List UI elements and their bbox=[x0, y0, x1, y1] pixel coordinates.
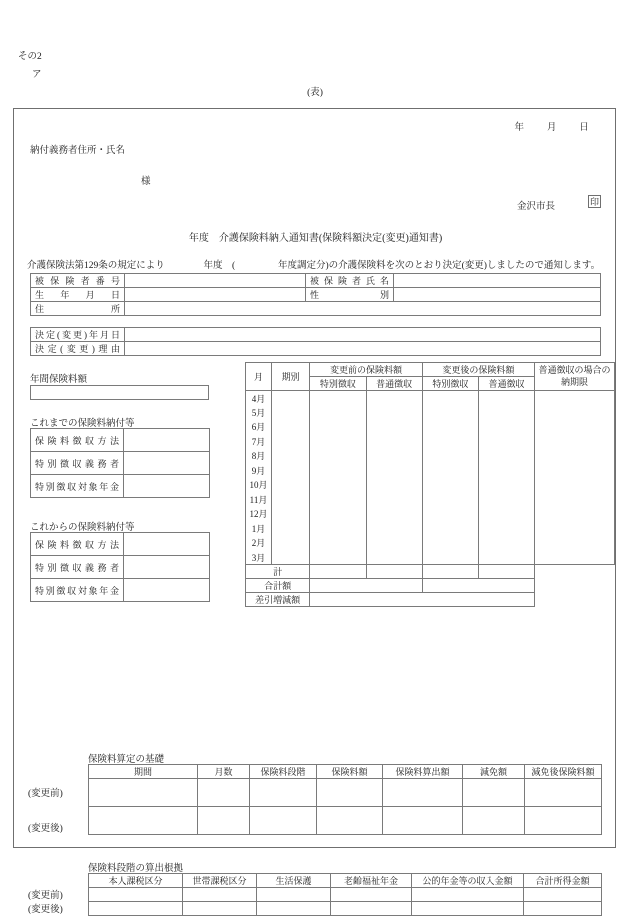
table-row bbox=[246, 391, 615, 406]
future-target-pension-label: 特別徴収対象年金 bbox=[31, 579, 124, 602]
table-row bbox=[31, 475, 210, 498]
basis-after-months-field[interactable] bbox=[198, 807, 250, 835]
grand-total-after-field[interactable] bbox=[422, 579, 534, 593]
section-label: ア bbox=[32, 70, 42, 80]
basis-before-months-field[interactable] bbox=[198, 779, 250, 807]
basis-header-reduction: 減免額 bbox=[463, 765, 525, 779]
year-label: 年 bbox=[514, 123, 524, 133]
past-target-pension-label: 特別徴収対象年金 bbox=[31, 475, 124, 498]
past-payment-table bbox=[30, 428, 210, 498]
basis-before-stage-field[interactable] bbox=[250, 779, 317, 807]
stage-after-welfare-field[interactable] bbox=[257, 902, 331, 916]
annual-premium-field[interactable] bbox=[30, 385, 209, 400]
header-before-special: 特別徴収 bbox=[310, 377, 366, 391]
honorific-label: 様 bbox=[141, 177, 151, 187]
day-label: 日 bbox=[579, 123, 589, 133]
table-header-row bbox=[89, 765, 602, 779]
basis-before-amount-field[interactable] bbox=[317, 779, 383, 807]
header-after-change: 変更後の保険料額 bbox=[422, 363, 534, 377]
stage-section-label: 保険料段階の算出根拠 bbox=[88, 864, 184, 874]
month-cell: 4月 bbox=[246, 391, 272, 406]
future-collection-method-label: 保険料徴収方法 bbox=[31, 533, 124, 556]
seal-icon: 印 bbox=[589, 197, 599, 207]
premium-basis-table bbox=[88, 764, 602, 835]
month-cell: 5月 bbox=[246, 405, 272, 420]
stage-header-personal-tax: 本人課税区分 bbox=[89, 874, 183, 888]
future-target-pension-field[interactable] bbox=[124, 579, 210, 602]
decision-reason-field[interactable] bbox=[125, 342, 601, 356]
basis-before-reduction-field[interactable] bbox=[463, 779, 525, 807]
basis-after-amount-field[interactable] bbox=[317, 807, 383, 835]
difference-label: 差引増減額 bbox=[246, 593, 310, 607]
table-header-row bbox=[89, 874, 602, 888]
table-row bbox=[31, 274, 601, 288]
difference-due-spacer bbox=[535, 593, 615, 607]
future-special-collector-field[interactable] bbox=[124, 556, 210, 579]
address-label: 住所 bbox=[31, 302, 125, 316]
birthdate-label: 生年月日 bbox=[31, 288, 125, 302]
decision-date-label: 決定(変更)年月日 bbox=[31, 328, 125, 342]
header-term: 期別 bbox=[272, 363, 310, 391]
basis-before-label: (変更前) bbox=[28, 789, 63, 799]
insured-number-label: 被保険者番号 bbox=[31, 274, 125, 288]
insured-name-label: 被保険者氏名 bbox=[306, 274, 394, 288]
stage-header-welfare: 生活保護 bbox=[257, 874, 331, 888]
page-title: 年度 介護保険料納入通知書(保険料額決定(変更)通知書) bbox=[188, 233, 443, 244]
basis-header-calculated: 保険料算出額 bbox=[383, 765, 463, 779]
month-cell: 11月 bbox=[246, 492, 272, 507]
stage-header-old-age-pension: 老齢福祉年金 bbox=[331, 874, 412, 888]
stage-before-old-age-pension-field[interactable] bbox=[331, 888, 412, 902]
table-row bbox=[31, 328, 601, 342]
past-payment-label: これまでの保険料納付等 bbox=[30, 419, 135, 429]
intro-part1: 介護保険法第129条の規定により bbox=[27, 261, 165, 271]
table-row bbox=[31, 429, 210, 452]
month-cell: 8月 bbox=[246, 449, 272, 464]
grand-total-label: 合計額 bbox=[246, 579, 310, 593]
payer-address-name-label: 納付義務者住所・氏名 bbox=[30, 146, 126, 156]
basis-after-reduction-field[interactable] bbox=[463, 807, 525, 835]
term-field[interactable] bbox=[272, 391, 310, 565]
total-due-spacer bbox=[535, 565, 615, 579]
stage-before-welfare-field[interactable] bbox=[257, 888, 331, 902]
side-label: (表) bbox=[307, 88, 323, 98]
basis-header-months: 月数 bbox=[198, 765, 250, 779]
gender-label: 性別 bbox=[306, 288, 394, 302]
stage-after-household-tax-field[interactable] bbox=[183, 902, 257, 916]
stage-after-label: (変更後) bbox=[28, 905, 63, 915]
basis-header-amount: 保険料額 bbox=[317, 765, 383, 779]
intro-part2: 年度 ( bbox=[203, 261, 236, 271]
stage-basis-table bbox=[88, 873, 602, 916]
future-collection-method-field[interactable] bbox=[124, 533, 210, 556]
month-cell: 3月 bbox=[246, 550, 272, 565]
document-frame bbox=[13, 108, 616, 915]
total-before-normal-field[interactable] bbox=[366, 565, 422, 579]
stage-header-household-tax: 世帯課税区分 bbox=[183, 874, 257, 888]
stage-after-old-age-pension-field[interactable] bbox=[331, 902, 412, 916]
table-row bbox=[31, 556, 210, 579]
intro-part3: 年度調定分)の介護保険料を次のとおり決定(変更)しましたので通知します。 bbox=[277, 261, 601, 271]
header-before-change: 変更前の保険料額 bbox=[310, 363, 422, 377]
annual-premium-label: 年間保険料額 bbox=[30, 375, 88, 385]
grand-total-before-field[interactable] bbox=[310, 579, 422, 593]
stage-before-household-tax-field[interactable] bbox=[183, 888, 257, 902]
table-row bbox=[89, 902, 602, 916]
insured-person-table bbox=[30, 273, 601, 316]
monthly-schedule-table bbox=[245, 362, 615, 607]
stage-before-personal-tax-field[interactable] bbox=[89, 888, 183, 902]
table-row bbox=[31, 452, 210, 475]
table-row bbox=[89, 779, 602, 807]
total-after-normal-field[interactable] bbox=[478, 565, 534, 579]
insured-number-field[interactable] bbox=[125, 274, 306, 288]
table-row bbox=[89, 888, 602, 902]
total-after-special-field[interactable] bbox=[422, 565, 478, 579]
basis-header-period: 期間 bbox=[89, 765, 198, 779]
stage-header-total-income: 合計所得金額 bbox=[524, 874, 602, 888]
table-row bbox=[246, 579, 615, 593]
future-special-collector-label: 特別徴収義務者 bbox=[31, 556, 124, 579]
difference-field[interactable] bbox=[310, 593, 535, 607]
basis-after-after-reduction-field[interactable] bbox=[525, 807, 602, 835]
basis-header-after-reduction: 減免後保険料額 bbox=[525, 765, 602, 779]
table-row bbox=[31, 302, 601, 316]
past-target-pension-field[interactable] bbox=[124, 475, 210, 498]
gender-field[interactable] bbox=[394, 288, 601, 302]
table-row bbox=[31, 342, 601, 356]
decision-table bbox=[30, 327, 601, 356]
header-after-normal: 普通徴収 bbox=[478, 377, 534, 391]
basis-after-calculated-field[interactable] bbox=[383, 807, 463, 835]
header-month: 月 bbox=[246, 363, 272, 391]
past-special-collector-label: 特別徴収義務者 bbox=[31, 452, 124, 475]
month-label: 月 bbox=[546, 123, 557, 133]
stage-after-pension-income-field[interactable] bbox=[412, 902, 524, 916]
after-special-field[interactable] bbox=[422, 391, 478, 565]
future-payment-table bbox=[30, 532, 210, 602]
month-cell: 2月 bbox=[246, 536, 272, 551]
grand-total-due-spacer bbox=[535, 579, 615, 593]
table-row bbox=[89, 807, 602, 835]
month-cell: 7月 bbox=[246, 434, 272, 449]
decision-reason-label: 決定(変更)理由 bbox=[31, 342, 125, 356]
decision-date-field[interactable] bbox=[125, 328, 601, 342]
table-row bbox=[31, 288, 601, 302]
address-field[interactable] bbox=[125, 302, 601, 316]
basis-header-stage: 保険料段階 bbox=[250, 765, 317, 779]
birthdate-field[interactable] bbox=[125, 288, 306, 302]
basis-before-period-field[interactable] bbox=[89, 779, 198, 807]
stage-after-total-income-field[interactable] bbox=[524, 902, 602, 916]
month-cell: 12月 bbox=[246, 507, 272, 522]
stage-header-pension-income: 公的年金等の収入金額 bbox=[412, 874, 524, 888]
before-special-field[interactable] bbox=[310, 391, 366, 565]
after-normal-field[interactable] bbox=[478, 391, 534, 565]
table-row bbox=[31, 579, 210, 602]
total-before-special-field[interactable] bbox=[310, 565, 366, 579]
header-before-normal: 普通徴収 bbox=[366, 377, 422, 391]
stage-before-label: (変更前) bbox=[28, 891, 63, 901]
stage-after-personal-tax-field[interactable] bbox=[89, 902, 183, 916]
future-payment-label: これからの保険料納付等 bbox=[30, 523, 135, 533]
past-collection-method-label: 保険料徴収方法 bbox=[31, 429, 124, 452]
month-cell: 1月 bbox=[246, 521, 272, 536]
total-label: 計 bbox=[246, 565, 310, 579]
month-cell: 10月 bbox=[246, 478, 272, 493]
basis-after-period-field[interactable] bbox=[89, 807, 198, 835]
header-due-date: 普通徴収の場合の納期限 bbox=[535, 363, 615, 391]
due-date-field[interactable] bbox=[535, 391, 615, 565]
basis-after-label: (変更後) bbox=[28, 824, 63, 834]
basis-before-after-reduction-field[interactable] bbox=[525, 779, 602, 807]
stage-before-pension-income-field[interactable] bbox=[412, 888, 524, 902]
stage-before-total-income-field[interactable] bbox=[524, 888, 602, 902]
month-cell: 6月 bbox=[246, 420, 272, 435]
header-after-special: 特別徴収 bbox=[422, 377, 478, 391]
table-row bbox=[31, 533, 210, 556]
before-normal-field[interactable] bbox=[366, 391, 422, 565]
table-row bbox=[246, 593, 615, 607]
table-header-row bbox=[246, 363, 615, 377]
basis-after-stage-field[interactable] bbox=[250, 807, 317, 835]
insured-name-field[interactable] bbox=[394, 274, 601, 288]
table-row bbox=[246, 565, 615, 579]
sheet-number: その2 bbox=[18, 52, 42, 62]
basis-before-calculated-field[interactable] bbox=[383, 779, 463, 807]
basis-section-label: 保険料算定の基礎 bbox=[88, 755, 165, 765]
past-collection-method-field[interactable] bbox=[124, 429, 210, 452]
past-special-collector-field[interactable] bbox=[124, 452, 210, 475]
month-cell: 9月 bbox=[246, 463, 272, 478]
date-line bbox=[504, 119, 599, 133]
intro-text bbox=[27, 257, 600, 271]
mayor-label: 金沢市長 bbox=[516, 202, 555, 212]
